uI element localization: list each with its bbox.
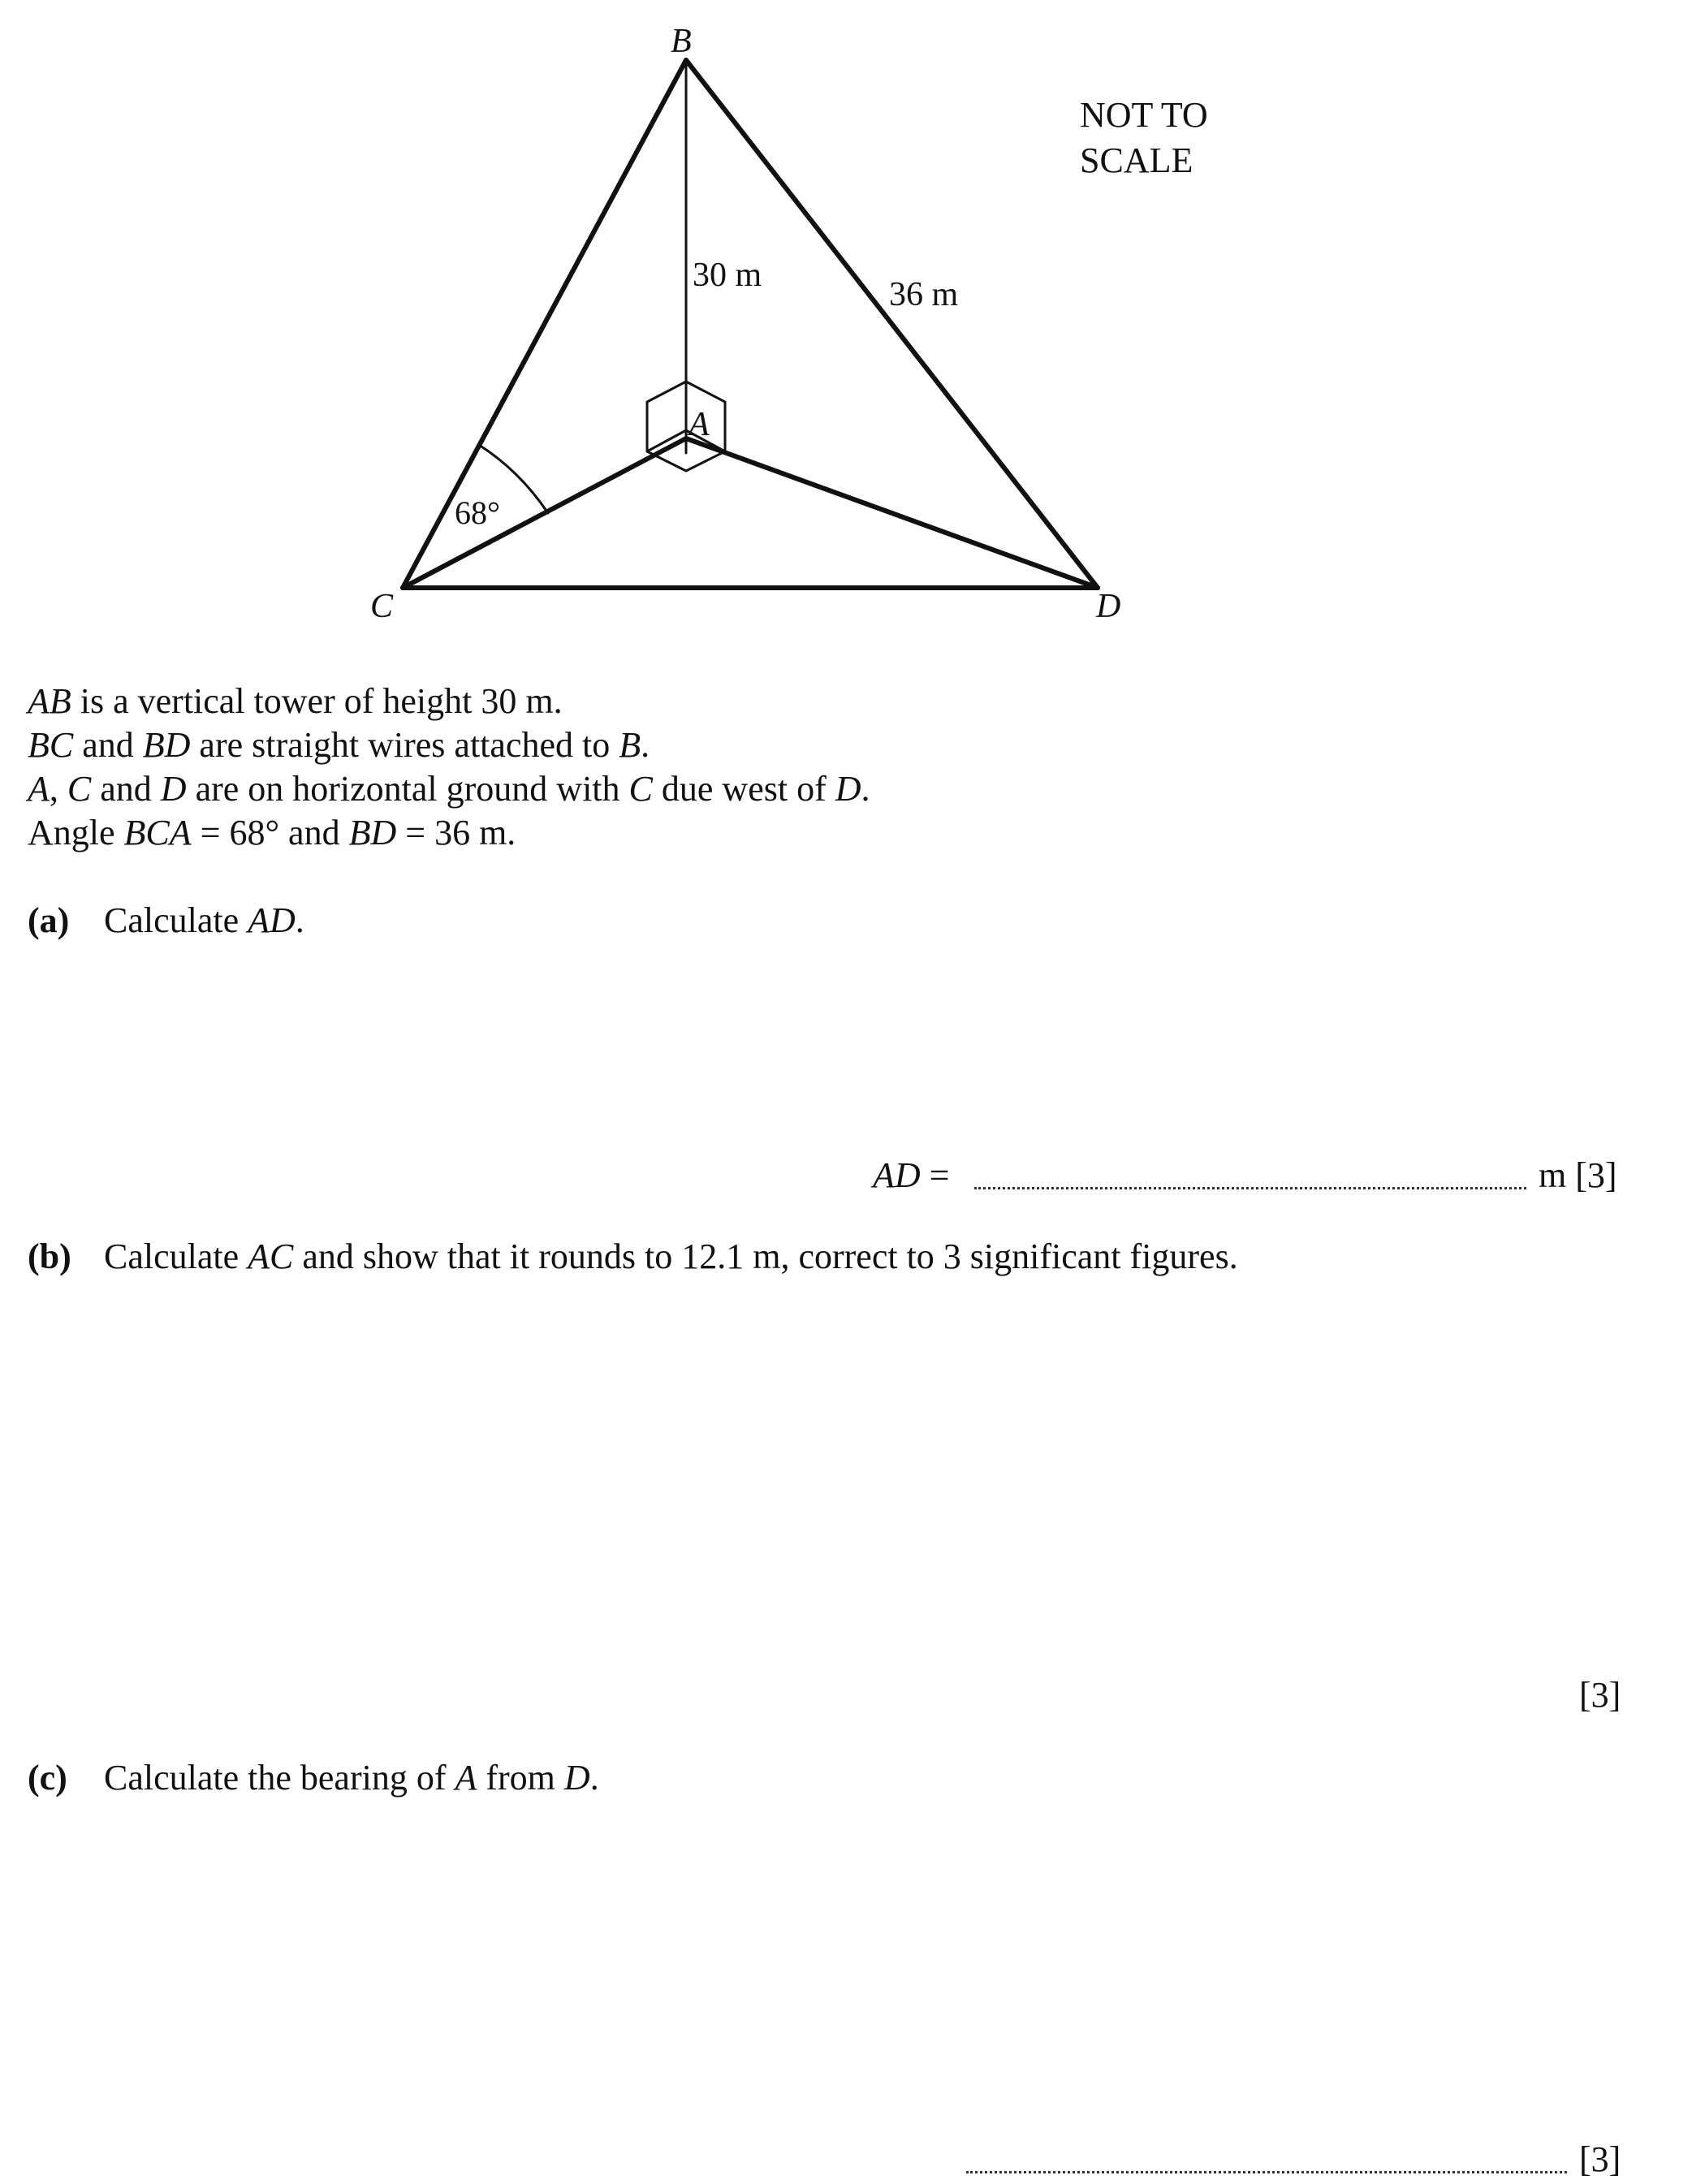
intro-line-4-part: = 36 m.	[396, 813, 516, 852]
intro-line-3-part: are on horizontal ground with	[186, 769, 629, 809]
intro-line-3-part: C	[628, 769, 653, 809]
part-a-answer-var: AD	[873, 1155, 921, 1195]
intro-line-3-part: .	[861, 769, 870, 809]
part-c-label: (c)	[28, 1758, 67, 1798]
point-label-b: B	[671, 23, 692, 60]
part-c-question-part: .	[589, 1758, 599, 1798]
intro-line-2-part: and	[73, 725, 143, 765]
not-to-scale-line1: NOT TO	[1080, 95, 1208, 135]
part-b-question-part: and show that it rounds to 12.1 m, correct to 3 significant figures.	[293, 1237, 1238, 1276]
point-label-a: A	[688, 406, 710, 443]
intro-line-3-part: A	[28, 769, 50, 809]
part-b-question	[104, 1236, 1238, 1278]
intro-line-4-part: Angle	[28, 813, 124, 852]
part-c-answer-line[interactable]	[966, 2171, 1567, 2173]
intro-line-2-part: BC	[28, 725, 74, 765]
part-a-marks: m [3]	[1539, 1155, 1617, 1195]
part-a-question-part: Calculate	[104, 900, 248, 940]
part-c-question-part: Calculate the bearing of	[104, 1758, 455, 1798]
part-c-question-part: D	[563, 1758, 590, 1798]
part-a-question-part: AD	[248, 900, 296, 940]
intro-line-3	[28, 768, 870, 810]
part-a-label: (a)	[28, 900, 70, 940]
tower-diagram	[0, 0, 1705, 633]
part-b-question-part: Calculate	[104, 1237, 248, 1276]
intro-line-3-part: ,	[49, 769, 67, 809]
intro-line-3-part: D	[835, 769, 861, 809]
intro-line-3-part: D	[160, 769, 187, 809]
intro-line-2-part: .	[641, 725, 650, 765]
intro-line-4-part: = 68° and	[191, 813, 349, 852]
part-a-answer-line[interactable]	[974, 1187, 1526, 1189]
part-b-question-part: AC	[248, 1237, 294, 1276]
part-c-question	[104, 1757, 599, 1799]
intro-line-1-text: is a vertical tower of height 30 m.	[71, 681, 563, 721]
part-a-question	[104, 900, 304, 942]
intro-line-3-part: C	[67, 769, 92, 809]
not-to-scale-line2: SCALE	[1080, 140, 1194, 180]
part-a-answer-eq: =	[920, 1155, 950, 1195]
wire-bd	[686, 60, 1098, 588]
intro-line-4-part: BCA	[123, 813, 192, 852]
point-label-d: D	[1096, 588, 1121, 625]
intro-line-3-part: due west of	[652, 769, 835, 809]
part-b-marks: [3]	[1579, 1675, 1621, 1715]
intro-line-1	[28, 680, 563, 723]
right-angle-marker	[647, 382, 725, 471]
intro-line-2-part: B	[619, 725, 641, 765]
part-a-question-part: .	[295, 900, 304, 940]
part-c-question-part: from	[477, 1758, 564, 1798]
part-c-marks: [3]	[1579, 2139, 1621, 2179]
part-a-answer-label	[873, 1155, 949, 1197]
point-label-c: C	[370, 588, 394, 625]
intro-line-2	[28, 724, 650, 766]
intro-line-4	[28, 812, 516, 854]
intro-line-2-part: are straight wires attached to	[190, 725, 619, 765]
length-label-ab: 30 m	[693, 257, 762, 294]
intro-line-1-var: AB	[28, 681, 71, 721]
part-c-question-part: A	[455, 1758, 477, 1798]
length-label-bd: 36 m	[889, 276, 959, 313]
ground-ad	[686, 438, 1098, 588]
intro-line-3-part: and	[91, 769, 161, 809]
intro-line-4-part: BD	[348, 813, 397, 852]
part-b-label: (b)	[28, 1237, 71, 1276]
intro-line-2-part: BD	[142, 725, 191, 765]
angle-label-c: 68°	[455, 494, 500, 531]
